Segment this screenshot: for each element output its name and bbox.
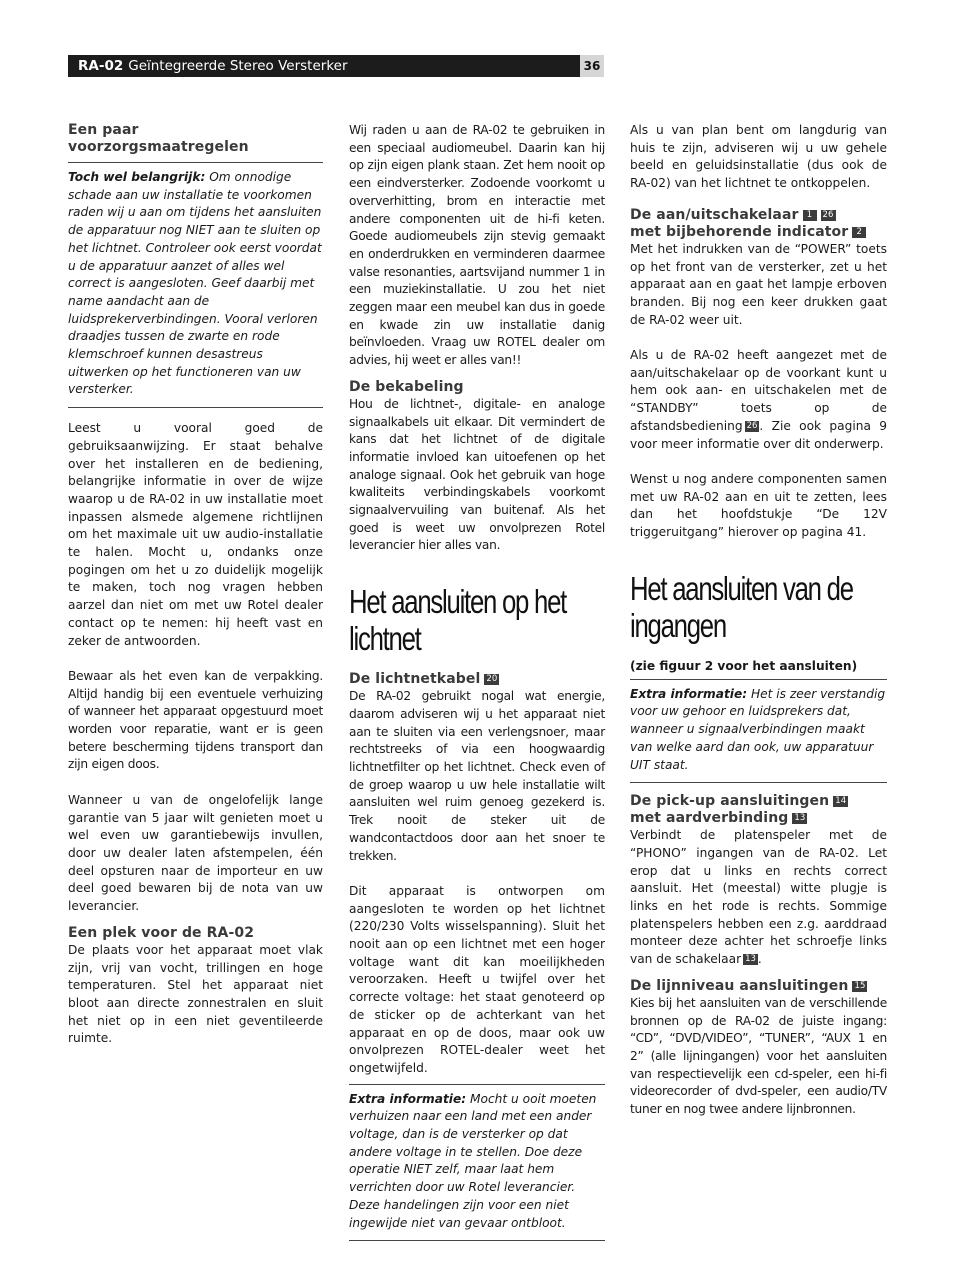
important-lead: Toch wel belangrijk: — [68, 170, 206, 184]
extra-info-box — [349, 1084, 605, 1242]
heading-cabling: De bekabeling — [349, 378, 464, 395]
extra-lead: Extra informatie: — [630, 686, 748, 701]
figure-note: (zie figuur 2 voor het aansluiten) — [630, 658, 858, 673]
paragraph: Wij raden u aan de RA-02 te gebruiken in een speciaal audiomeubel. Daarin kan hij op zijn eigen plank staan. Zet hem nooit op een eindversterker. Zodoende voorkomt u oververhitting, brom en interactie met andere componenten uit de hi-fi keten. Goede audiomeubels zijn stevig gemaakt en onderdrukken en verminderen daarmee valse resonanties, aartsvijand nummer 1 in een muziekinstallatie. U zou het niet zeggen maar een meubel kan dus in goede en kwade zin uw installatie danig beïnvloeden. Vraag uw ROTEL dealer om advies, hij weet er alles van!! — [349, 123, 605, 368]
paragraph: Wanneer u van de ongelofelijk lange garantie van 5 jaar wilt genieten moet u wel even uw garantiebewijs invullen, door uw dealer laten afstempelen, één deel opsturen naar de importeur en uw deel goed bewaren bij de nota van uw leverancier. — [68, 792, 323, 914]
section-title-mains: Het aansluiten op het lichtnet — [349, 583, 567, 658]
header-title: Geïntegreerde Stereo Versterker — [128, 58, 348, 74]
heading-power-switch: De aan/uitschakelaar 1 26 met bijbehorende indicator 2 — [630, 207, 887, 241]
important-box — [68, 162, 323, 408]
callout-tag: 14 — [835, 796, 847, 807]
extra-text: Het is zeer verstandig voor uw gehoor en luidsprekers dat, wanneer u signaalverbindingen maakt van welke aard dan ook, uw apparatuur UIT staat. — [630, 686, 886, 772]
paragraph: Dit apparaat is ontworpen om aangesloten te worden op het lichtnet (220/230 Volts wisselspanning). Sluit het nooit aan op een lichtnet met een hoger voltage want dit kan moeilijkheden veroorzaken. Heeft u twijfel over het correcte voltage: het staat genoteerd op de sticker op de achterkant van het apparaat en op de doos, maar ook uw onvolprezen ROTEL-dealer weet het ongetwijfeld. — [349, 883, 605, 1075]
callout-tag: 13 — [745, 954, 756, 965]
callout-tag: 1 — [803, 210, 817, 221]
callout-tag: 15 — [854, 980, 866, 991]
paragraph: Als u de RA-02 heeft aangezet met de aan/uitschakelaar op de voorkant kunt u hem ook aan- en uitschakelen met de “STANDBY” toets op de afstandsbediening 26 . Zie ook pagina 9 voor meer informatie over dit onderwerp. — [630, 348, 887, 451]
heading-phono-inputs: De pick-up aansluitingen 14 met aardverbinding 13 — [630, 793, 847, 827]
extra-lead: Extra informatie: — [349, 1091, 467, 1106]
paragraph: De plaats voor het apparaat moet vlak zijn, vrij van vocht, trillingen en hoge temperaturen. Stel het apparaat niet bloot aan directe zonnestralen en sluit het niet op in een niet geventileerde ruimte. — [68, 942, 323, 1046]
column-1 — [68, 122, 323, 1048]
paragraph: De RA-02 gebruikt nogal wat energie, daarom adviseren wij u het apparaat niet aan te sluiten via een verlengsnoer, maar rechtstreeks of via een hoogwaardig lichtnetfilter op het lichtnet. Check even of de groep waarop u uw hele installatie wilt aansluiten wel ruim genoeg gezekerd is. Trek nooit de steker uit de wandcontactdoos door aan het snoer te trekken. — [349, 689, 605, 863]
paragraph: Wenst u nog andere componenten samen met uw RA-02 aan en uit te zetten, lees dan het hoofdstukje “De 12V triggeruitgang” hierover op pagina 41. — [630, 471, 887, 540]
paragraph: Hou de lichtnet-, digitale- en analoge signaalkabels uit elkaar. Dit vermindert de kans dat het lichtnet of de digitale informatie invloed kan uitoefenen op het analoge signaal. Ook het gebruik van hoge kwaliteits verbindingskabels voorkomt signaalvervuiling van buitenaf. Als het goed is weet uw onvolprezen Rotel leverancier hier alles van. — [349, 396, 605, 553]
header-model: RA-02 — [78, 58, 124, 74]
heading-precautions: Een paar voorzorgsmaatregelen — [68, 122, 249, 155]
callout-tag: 26 — [746, 420, 758, 431]
heading-mains-cable: De lichtnetkabel 20 — [349, 671, 498, 688]
column-2 — [349, 122, 605, 1241]
paragraph: Kies bij het aansluiten van de verschillende bronnen op de RA-02 de juiste ingang: “CD”, “DVD/VIDEO”, “TUNER”, “AUX 1 en 2” (alle lijningangen) voor het aansluiten van respectievelijk een cd-speler, een hi-fi videorecorder of dvd-speler, een audio/TV tuner en nog twee andere lijnbronnen. — [630, 995, 887, 1117]
heading-line-inputs: De lijnniveau aansluitingen 15 — [630, 977, 866, 994]
section-title-inputs: Het aansluiten van de ingangen — [630, 569, 853, 644]
callout-tag: 26 — [822, 209, 834, 220]
paragraph: Verbindt de platenspeler met de “PHONO” ingangen van de RA-02. Let erop dat u links en rechts correct aansluit. Het (meestal) witte plugje is links en het rode is rechts. Sommige platenspelers hebben een z.g. aarddraad monteer deze achter het schroefje links van de schakelaar 13 . — [630, 828, 887, 967]
paragraph: Met het indrukken van de “POWER” toets op het front van de versterker, zet u het apparaat aan en gaat het lampje erboven branden. Bij nog een keer drukken gaat de RA-02 weer uit. — [630, 241, 887, 327]
paragraph: Bewaar als het even kan de verpakking. Altijd handig bij een eventuele verhuizing of wanneer het apparaat opgestuurd moet worden voor reparatie, want er is geen betere bescherming tijdens transport dan zijn eigen doos. — [68, 668, 323, 772]
column-3 — [630, 122, 887, 1119]
page-number: 36 — [580, 55, 604, 77]
callout-tag: 13 — [794, 813, 806, 824]
important-text: Om onnodige schade aan uw installatie te voorkomen raden wij u aan om tijdens het aansluiten de apparatuur nog NIET aan te sluiten op het lichtnet. Controleer ook eerst voordat u de apparatuur aanzet of alles wel correct is aangesloten. Geef daarbij met name aandacht aan de luidsprekerverbindingen. Vooral verloren draadjes tussen de zwarte en rode klemschroef kunnen desastreus uitwerken op het functioneren van uw versterker. — [68, 170, 322, 397]
extra-text: Mocht u ooit moeten verhuizen naar een land met een ander voltage, dan is de versterker op dat andere voltage in te stellen. Doe deze operatie NIET zelf, maar laat hem verrichten door uw Rotel leverancier. Deze handelingen zijn voor een niet ingewijde niet van gevaar ontbloot. — [349, 1091, 597, 1230]
paragraph: Als u van plan bent om langdurig van huis te zijn, adviseren wij u uw gehele beeld en geluidsinstallatie (dus ook de RA-02) van het lichtnet te ontkoppelen. — [630, 123, 887, 191]
extra-info-box — [630, 679, 887, 784]
paragraph: Leest u vooral goed de gebruiksaanwijzing. Er staat behalve over het installeren en de bediening, belangrijke informatie in over de wijze waarop u de RA-02 in uw installatie moet inpassen alsmede algemene richtlijnen om het maximale uit uw audio-installatie te halen. Mocht u, ondanks onze pogingen om het u zo duidelijk mogelijk te maken, toch nog vragen hebben aarzel dan niet om met uw Rotel dealer contact op te nemen: hij heeft vast en zeker de antwoorden. — [68, 421, 323, 648]
heading-placement: Een plek voor de RA-02 — [68, 924, 255, 941]
page-header — [68, 55, 580, 77]
callout-tag: 20 — [486, 674, 498, 685]
callout-tag: 2 — [852, 227, 866, 238]
